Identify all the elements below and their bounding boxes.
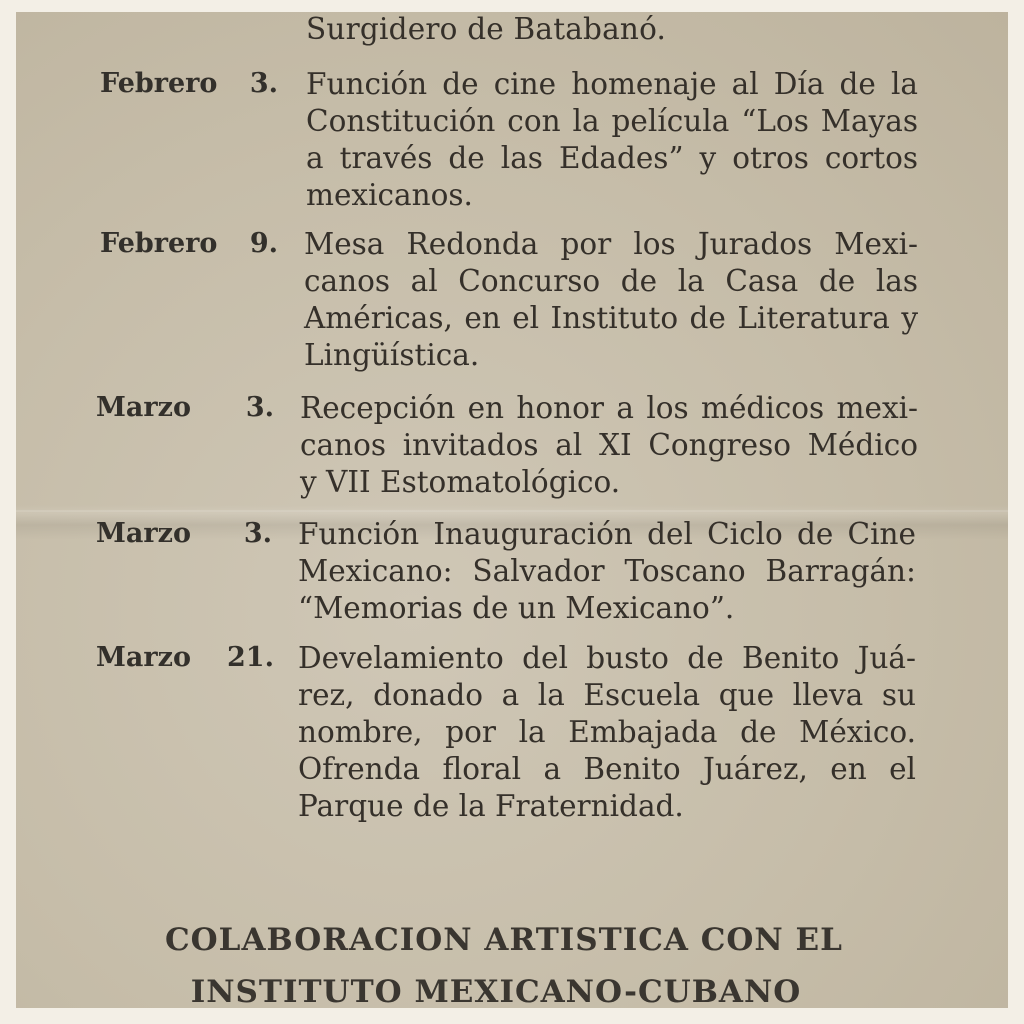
description-line: Constitución con la película “Los Mayas — [306, 104, 918, 138]
entry-day: 3. — [245, 392, 274, 423]
entry-description — [300, 390, 918, 501]
entry-day: 21. — [227, 642, 274, 673]
entry-description — [304, 226, 918, 374]
description-line: Develamiento del busto de Benito Juá- — [298, 641, 916, 675]
entry-day: 3. — [249, 68, 278, 99]
description-line: canos invitados al XI Congreso Médico — [300, 428, 918, 462]
description-line: Función Inauguración del Ciclo de Cine — [298, 517, 916, 551]
entry-month: Febrero — [100, 228, 218, 259]
description-line: Lingüística. — [304, 338, 480, 372]
paper-fold — [16, 510, 1008, 512]
description-line: “Memorias de un Mexicano”. — [298, 591, 735, 625]
continued-line: Surgidero de Batabanó. — [306, 12, 667, 46]
description-line: Américas, en el Instituto de Literatura y — [304, 301, 918, 335]
entry-description — [298, 640, 916, 825]
entry-month: Marzo — [96, 642, 191, 673]
entry-day: 9. — [249, 228, 278, 259]
description-line: Función de cine homenaje al Día de la — [306, 67, 918, 101]
entry-month: Marzo — [96, 518, 191, 549]
entry-day: 3. — [243, 518, 272, 549]
description-line: Parque de la Fraternidad. — [298, 789, 684, 823]
description-line: a través de las Edades” y otros cortos — [306, 141, 918, 175]
description-line: Ofrenda floral a Benito Juárez, en el — [298, 752, 916, 786]
description-line: rez, donado a la Escuela que lleva su — [298, 678, 916, 712]
description-line: y VII Estomatológico. — [300, 465, 621, 499]
description-line: canos al Concurso de la Casa de las — [304, 264, 918, 298]
entry-description — [306, 66, 918, 214]
description-line: mexicanos. — [306, 178, 473, 212]
entry-month: Marzo — [96, 392, 191, 423]
description-line: Recepción en honor a los médicos mexi- — [300, 391, 918, 425]
description-line: Mesa Redonda por los Jurados Mexi- — [304, 227, 918, 261]
entry-month: Febrero — [100, 68, 218, 99]
section-heading-line-1: COLABORACION ARTISTICA CON EL — [165, 922, 843, 958]
scanned-page — [16, 12, 1008, 1008]
entry-description — [298, 516, 916, 627]
description-line: Mexicano: Salvador Toscano Barragán: — [298, 554, 916, 588]
section-heading-line-2: INSTITUTO MEXICANO-CUBANO — [190, 974, 802, 1008]
description-line: nombre, por la Embajada de México. — [298, 715, 916, 749]
